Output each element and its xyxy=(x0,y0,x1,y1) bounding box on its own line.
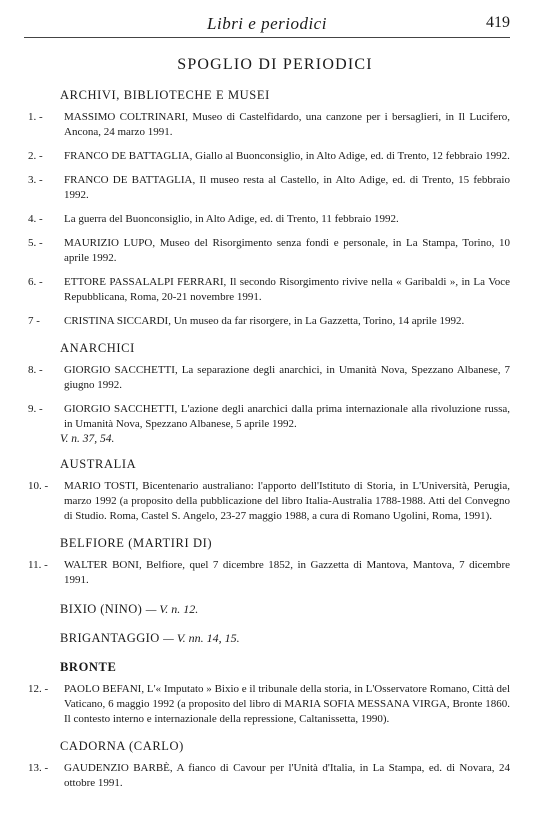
entry-text: FRANCO DE BATTAGLIA, Il museo resta al Castello, in Alto Adige, ed. di Trento, 15 febbraio 1992. xyxy=(64,174,510,201)
entry-8 xyxy=(28,363,510,393)
entry-text: ETTORE PASSALALPI FERRARI, Il secondo Risorgimento rivive nella « Garibaldi », in La Voce Repubblicana, Roma, 20-21 novembre 1991. xyxy=(64,276,510,303)
entry-number: 5. - xyxy=(28,237,43,249)
subject-heading-bronte: BRONTE xyxy=(60,660,117,674)
header-rule xyxy=(24,37,510,38)
bibliography-list xyxy=(28,88,510,791)
entry-12 xyxy=(28,682,510,727)
entry-13 xyxy=(28,761,510,791)
subject-heading-belfiore: BELFIORE (MARTIRI DI) xyxy=(60,536,213,550)
subject-heading-anarchici: ANARCHICI xyxy=(60,341,135,355)
entry-number: 3. - xyxy=(28,174,43,186)
cross-reference-brigantaggio: — V. nn. 14, 15. xyxy=(163,631,240,645)
entry-number: 4. - xyxy=(28,213,43,225)
entry-number: 13. - xyxy=(28,762,49,774)
subject-heading-australia: AUSTRALIA xyxy=(60,457,137,471)
entry-text: FRANCO DE BATTAGLIA, Giallo al Buonconsiglio, in Alto Adige, ed. di Trento, 12 febbraio 1992. xyxy=(64,150,510,162)
entry-1 xyxy=(28,110,510,140)
entry-9 xyxy=(28,402,510,432)
entry-number: 6. - xyxy=(28,276,43,288)
cross-reference-anarchici: V. n. 37, 54. xyxy=(60,433,115,445)
entry-number: 2. - xyxy=(28,150,43,162)
subject-heading-bixio: BIXIO (NINO) xyxy=(60,602,143,616)
entry-6 xyxy=(28,275,510,305)
entry-number: 7 - xyxy=(28,315,40,327)
page-number: 419 xyxy=(486,14,510,31)
entry-7 xyxy=(28,314,510,329)
cross-reference-bixio: — V. n. 12. xyxy=(145,602,199,616)
entry-5 xyxy=(28,236,510,266)
entry-11 xyxy=(28,558,510,588)
entry-number: 10. - xyxy=(28,480,49,492)
entry-text: MAURIZIO LUPO, Museo del Risorgimento senza fondi e personale, in La Stampa, Torino, 10 aprile 1992. xyxy=(64,237,510,264)
subject-heading-brigantaggio: BRIGANTAGGIO xyxy=(60,631,160,645)
entry-text: MARIO TOSTI, Bicentenario australiano: l'apporto dell'Istituto di Storia, in L'Università, Perugia, marzo 1992 (a proposito della pubblicazione del libro Italia-Australia 1788-1988. Atti del Convegno di Studio. Roma, Castel S. Angelo, 23-27 maggio 1988, a cura di Romano Ugolini, Roma, 1991). xyxy=(64,480,510,522)
subject-heading-cadorna: CADORNA (CARLO) xyxy=(60,739,184,753)
subject-bixio xyxy=(60,602,510,617)
entry-3 xyxy=(28,173,510,203)
entry-text: GAUDENZIO BARBÈ, A fianco di Cavour per l'Unità d'Italia, in La Stampa, ed. di Novara, 24 ottobre 1991. xyxy=(64,762,510,789)
entry-text: WALTER BONI, Belfiore, quel 7 dicembre 1852, in Gazzetta di Mantova, Mantova, 7 dicembre 1991. xyxy=(64,559,510,586)
entry-number: 1. - xyxy=(28,111,43,123)
running-title: Libri e periodici xyxy=(207,14,327,33)
entry-number: 8. - xyxy=(28,364,43,376)
entry-text: GIORGIO SACCHETTI, L'azione degli anarchici dalla prima internazionale alla rivoluzione russa, in Umanità Nova, Spezzano Albanese, 5 aprile 1992. xyxy=(64,403,510,430)
entry-text: La guerra del Buonconsiglio, in Alto Adige, ed. di Trento, 11 febbraio 1992. xyxy=(64,213,399,225)
entry-text: MASSIMO COLTRINARI, Museo di Castelfidardo, una canzone per i bersaglieri, in Il Lucifero, Ancona, 24 marzo 1991. xyxy=(64,111,510,138)
entry-10 xyxy=(28,479,510,524)
entry-number: 11. - xyxy=(28,559,48,571)
entry-2 xyxy=(28,149,510,164)
entry-4 xyxy=(28,212,510,227)
entry-number: 9. - xyxy=(28,403,43,415)
subject-brigantaggio xyxy=(60,631,510,646)
page-header xyxy=(24,12,510,34)
subject-heading-archivi: ARCHIVI, BIBLIOTECHE E MUSEI xyxy=(60,88,270,102)
section-title: SPOGLIO DI PERIODICI xyxy=(177,56,373,73)
entry-text: PAOLO BEFANI, L'« Imputato » Bixio e il tribunale della storia, in L'Osservatore Romano, Città del Vaticano, 6 maggio 1992 (a proposito del libro di MARIA SOFIA MESSANA VIRGA, Bronte 1860. Il contesto interno e internazionale della repressione, Caltanissetta, 1990). xyxy=(64,683,510,725)
entry-text: GIORGIO SACCHETTI, La separazione degli anarchici, in Umanità Nova, Spezzano Albanese, 7 giugno 1992. xyxy=(64,364,510,391)
entry-number: 12. - xyxy=(28,683,49,695)
entry-text: CRISTINA SICCARDI, Un museo da far risorgere, in La Gazzetta, Torino, 14 aprile 1992. xyxy=(64,315,465,327)
